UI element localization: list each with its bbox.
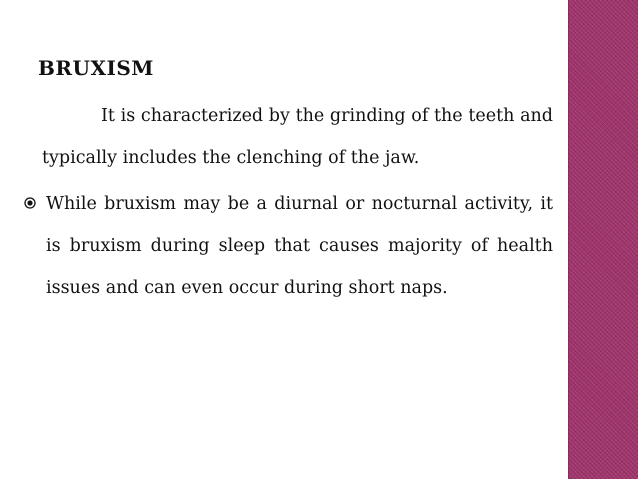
slide-content	[38, 55, 553, 309]
target-bullet-icon	[24, 197, 36, 209]
decorative-side-bar	[568, 0, 638, 479]
slide-title: BRUXISM	[38, 56, 154, 80]
bullet-item	[38, 183, 553, 309]
bullet-text: While bruxism may be a diurnal or nocturnal activity, it is bruxism during sleep that causes majority of health issues and can even occur during short naps.	[46, 194, 553, 298]
intro-paragraph: It is characterized by the grinding of the teeth and typically includes the clenching of the jaw.	[42, 106, 553, 168]
